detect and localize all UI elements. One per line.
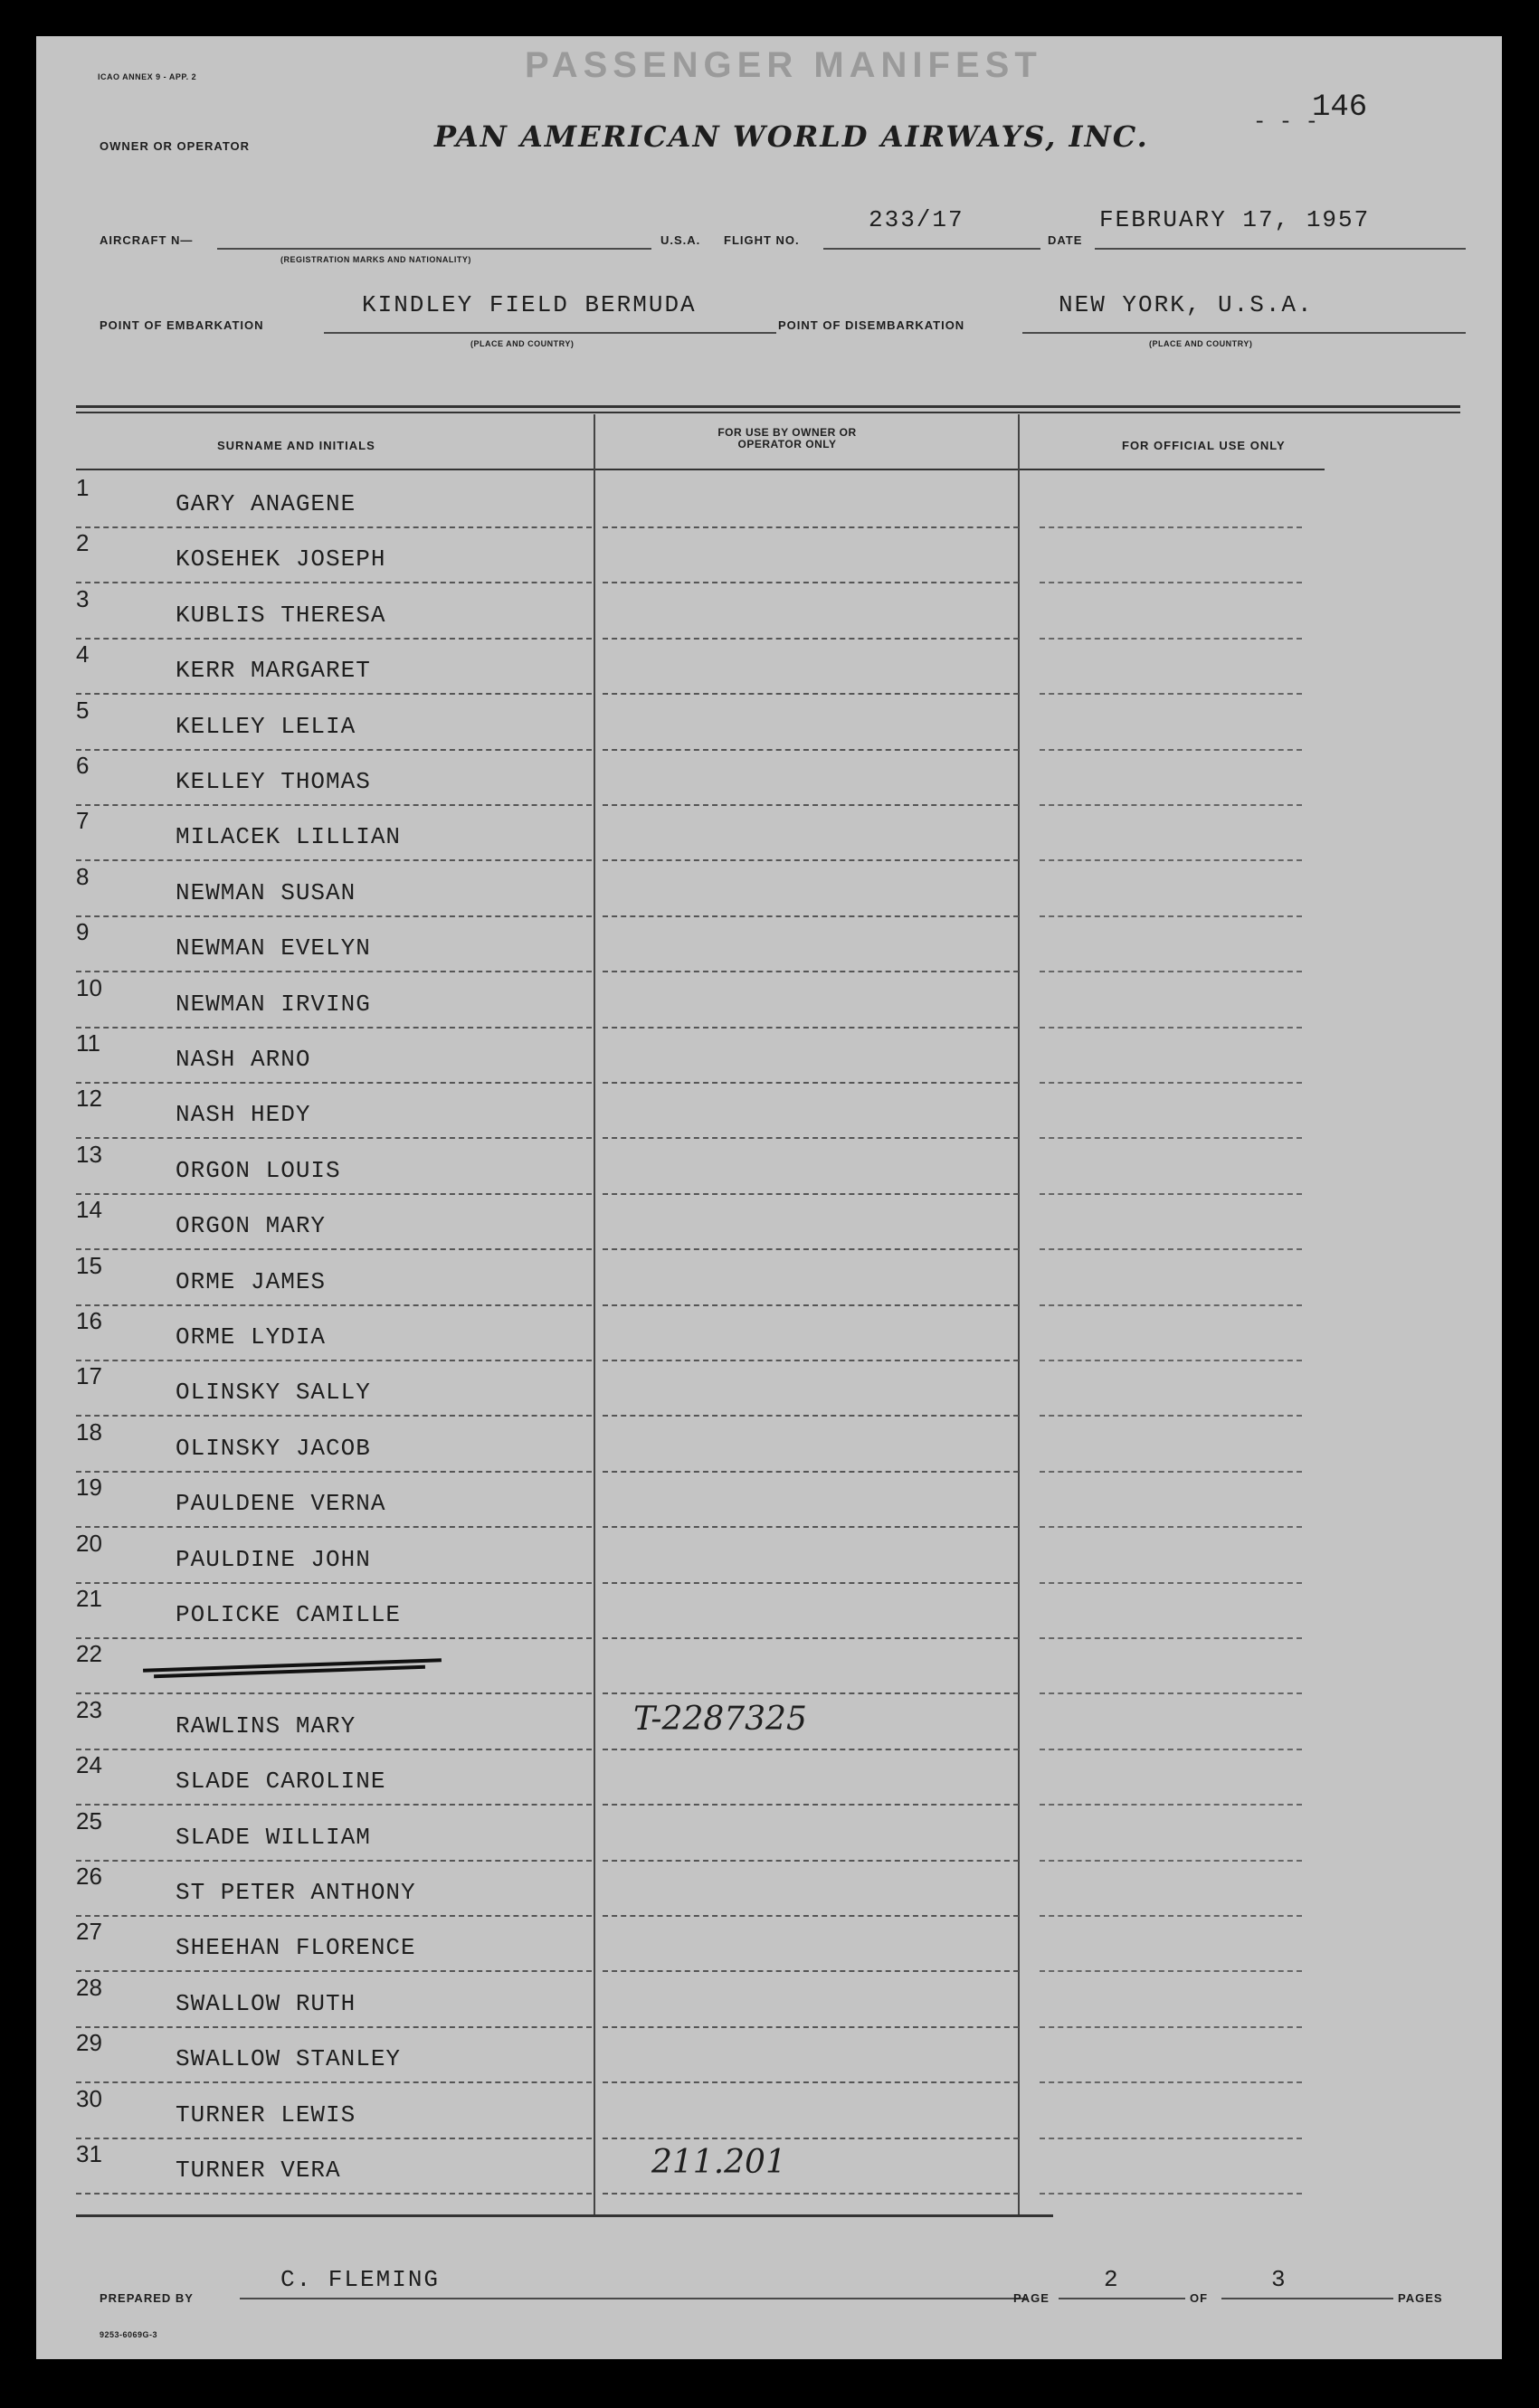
form-code [98,72,196,81]
page-value: 2 [1104,2266,1120,2293]
table-row [76,1083,1325,1138]
passenger-name: ORME LYDIA [176,1323,327,1351]
owner-label: OWNER OR OPERATOR [100,139,251,153]
passenger-name: ORGON MARY [176,1212,327,1240]
page-line [1059,2298,1185,2299]
dash-mark: - - - [1253,110,1319,135]
passenger-name: RAWLINS MARY [176,1711,356,1740]
row-number: 3 [76,584,90,612]
row-number: 11 [76,1029,100,1057]
disembark-value: NEW YORK, U.S.A. [1059,291,1314,318]
row-number: 8 [76,862,90,890]
passenger-name: KERR MARGARET [176,657,371,685]
table-row [76,1861,1325,1916]
row-number: 14 [76,1196,102,1224]
passenger-name: MILACEK LILLIAN [176,823,402,851]
passenger-name: GARY ANAGENE [176,490,356,517]
row-number: 5 [76,696,90,724]
embark-value: KINDLEY FIELD BERMUDA [362,291,697,318]
prepared-line [240,2298,1027,2299]
handwritten-ticket-number: T-2287325 [633,1701,807,1738]
row-number: 7 [76,807,90,835]
embark-line [324,332,776,334]
table-row [76,750,1325,805]
table-row [76,1417,1325,1472]
table-row [76,1749,1325,1805]
table-row [76,1583,1325,1638]
row-number: 28 [76,1973,102,2001]
prepared-label: PREPARED BY [100,2291,194,2305]
col-surname-header: SURNAME AND INITIALS [217,439,375,452]
passenger-name: TURNER LEWIS [176,2100,356,2128]
handwritten-note: 211.201 [651,2144,786,2181]
passenger-name: KUBLIS THERESA [176,601,386,629]
col-official-header: FOR OFFICIAL USE ONLY [1122,439,1286,452]
table-row [76,1360,1325,1416]
table-row [76,1250,1325,1305]
date-line [1095,248,1466,250]
header-bottom-rule [76,469,1325,470]
passenger-name: SLADE WILLIAM [176,1823,371,1851]
owner-value: PAN AMERICAN WORLD AIRWAYS, INC. [434,119,1149,154]
table-row [76,472,1325,527]
table-row [76,1806,1325,1861]
table-row [76,1472,1325,1527]
table-row [76,1972,1325,2027]
of-line [1221,2298,1393,2299]
row-number: 12 [76,1085,102,1113]
passenger-name: KELLEY LELIA [176,712,356,740]
passenger-name: PAULDENE VERNA [176,1490,386,1518]
row-number: 19 [76,1474,102,1502]
table-row [76,2027,1325,2082]
pages-label: PAGES [1398,2291,1443,2305]
passenger-name: ST PETER ANTHONY [176,1879,416,1906]
row-number: 16 [76,1307,102,1334]
row-number: 13 [76,1140,102,1168]
page-label: PAGE [1013,2291,1050,2305]
passenger-name: NASH ARNO [176,1046,311,1073]
row-number: 2 [76,529,90,557]
row-number: 17 [76,1362,102,1390]
aircraft-line [217,248,651,250]
table-top-rule-2 [76,412,1460,413]
passenger-name: SLADE CAROLINE [176,1768,386,1796]
table-row [76,1194,1325,1249]
table-row [76,805,1325,860]
row-number: 20 [76,1529,102,1557]
page-number-stamp: 146 [1312,90,1368,125]
passenger-name: SWALLOW STANLEY [176,2045,402,2073]
row-number: 15 [76,1251,102,1279]
passenger-name: NEWMAN IRVING [176,990,371,1018]
disembark-label: POINT OF DISEMBARKATION [778,318,965,332]
of-value: 3 [1271,2266,1287,2293]
table-bottom-rule [76,2214,1053,2217]
aircraft-label: AIRCRAFT N— [100,233,194,247]
table-row [76,916,1325,972]
passenger-name: NASH HEDY [176,1101,311,1129]
disembark-note: (PLACE AND COUNTRY) [1149,339,1253,348]
passenger-name: SWALLOW RUTH [176,1989,356,2017]
table-row [76,1028,1325,1083]
flight-value: 233/17 [869,206,964,233]
row-line-surname [76,2193,592,2195]
table-row [76,639,1325,694]
row-number: 21 [76,1585,102,1612]
table-row [76,861,1325,916]
passenger-name: PAULDINE JOHN [176,1545,371,1573]
row-number: 23 [76,1695,102,1723]
row-number: 1 [76,474,90,501]
row-number: 29 [76,2029,102,2057]
passenger-name: TURNER VERA [176,2157,341,2184]
passenger-name: ORGON LOUIS [176,1156,341,1184]
of-label: OF [1190,2291,1209,2305]
row-line-official [1040,2193,1302,2195]
printer-code: 9253-6069G-3 [100,2330,158,2339]
col-owner-header: FOR USE BY OWNER OR OPERATOR ONLY [717,426,857,450]
header-title: PASSENGER MANIFEST [525,45,1042,85]
passenger-name: KOSEHEK JOSEPH [176,545,386,574]
row-number: 25 [76,1806,102,1834]
passenger-name: OLINSKY JACOB [176,1434,371,1462]
table-row [76,1139,1325,1194]
passenger-name: OLINSKY SALLY [176,1379,371,1407]
form-code-line: ICAO ANNEX 9 - APP. 2 [98,72,197,81]
row-number: 9 [76,918,90,946]
passenger-name: ORME JAMES [176,1267,327,1295]
table-row [76,1528,1325,1583]
row-number: 27 [76,1918,102,1946]
table-row [76,583,1325,639]
row-number: 18 [76,1417,102,1446]
aircraft-note: (REGISTRATION MARKS AND NATIONALITY) [280,255,471,264]
row-line-owner [603,2193,1019,2195]
row-number: 4 [76,640,90,668]
row-number: 6 [76,752,90,779]
date-label: DATE [1048,233,1083,247]
aircraft-country: U.S.A. [660,233,701,247]
row-number: 26 [76,1863,102,1890]
table-row [76,2083,1325,2138]
embark-note: (PLACE AND COUNTRY) [470,339,575,348]
manifest-page [36,36,1502,2359]
table-row [76,1916,1325,1971]
prepared-value: C. FLEMING [280,2266,441,2293]
flight-label: FLIGHT NO. [724,233,800,247]
passenger-name: NEWMAN EVELYN [176,934,371,962]
row-number: 22 [76,1640,102,1668]
embark-label: POINT OF EMBARKATION [100,318,264,332]
passenger-name: POLICKE CAMILLE [176,1601,402,1628]
flight-line [823,248,1040,250]
row-number: 31 [76,2140,102,2167]
table-row [76,527,1325,583]
table-row [76,1305,1325,1360]
table-row [76,695,1325,750]
table-row [76,972,1325,1028]
disembark-line [1022,332,1466,334]
passenger-name: KELLEY THOMAS [176,768,371,795]
passenger-name: NEWMAN SUSAN [176,878,356,906]
passenger-name: SHEEHAN FLORENCE [176,1934,416,1962]
table-top-rule [76,405,1460,408]
row-number: 30 [76,2084,102,2112]
date-value: FEBRUARY 17, 1957 [1099,206,1371,233]
row-number: 10 [76,973,102,1001]
row-number: 24 [76,1751,102,1779]
